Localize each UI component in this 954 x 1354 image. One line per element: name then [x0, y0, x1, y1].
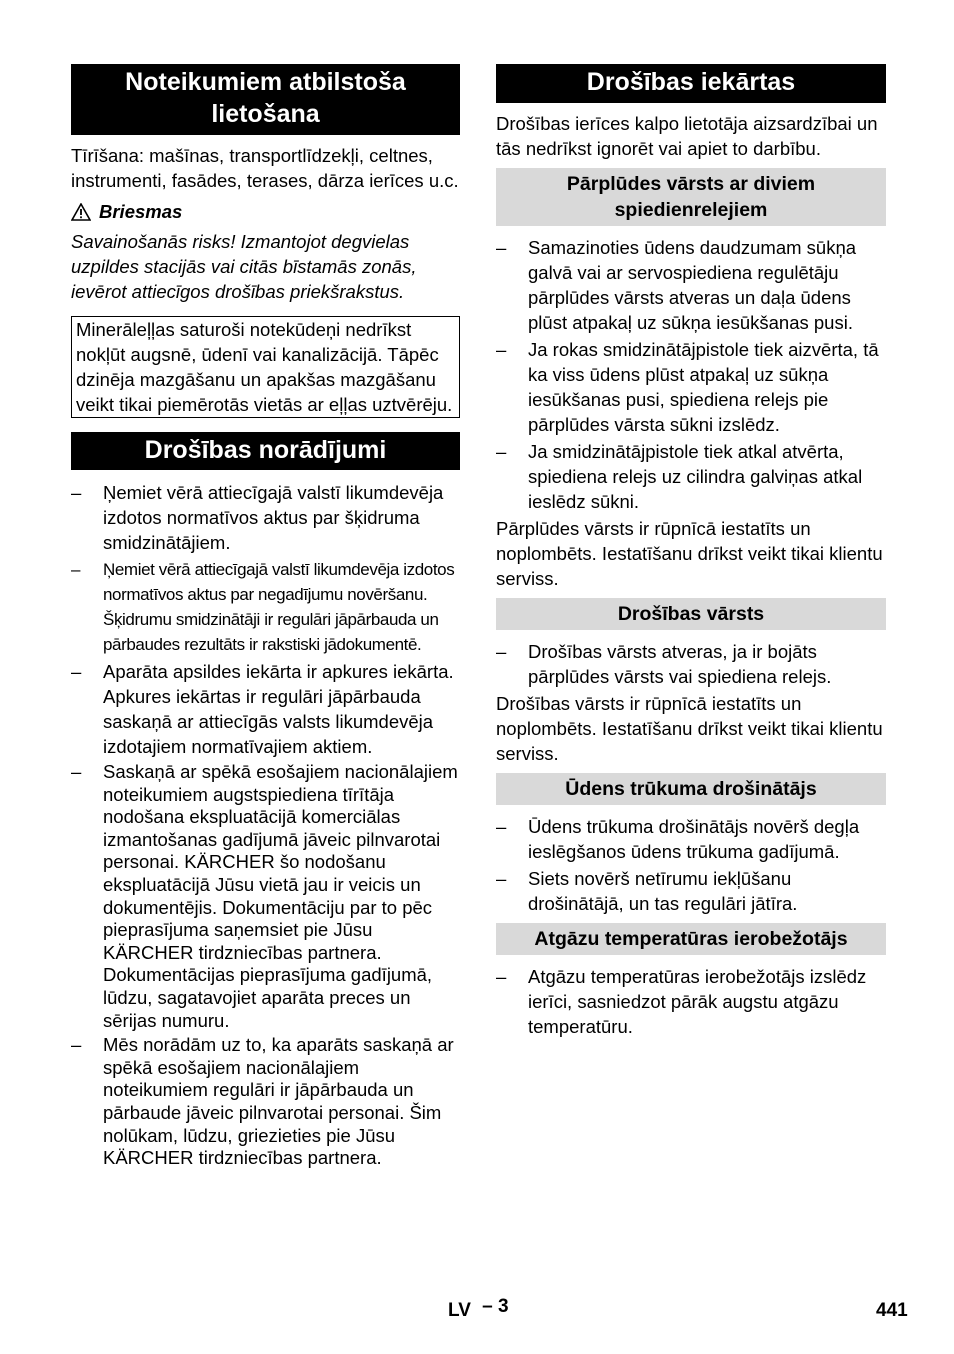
safety-valve-list	[496, 639, 886, 689]
list-item: – Drošības vārsts atveras, ja ir bojāts pārplūdes vārsts vai spiediena relejs.	[496, 639, 886, 689]
subheading-safety-valve: Drošības vārsts	[496, 598, 886, 630]
section-heading-safety-devices: Drošības iekārtas	[496, 64, 886, 103]
list-item: – Ņemiet vērā attiecīgajā valstī likumdevēja izdotos normatīvos aktus par negadījumu novēršanu. Šķidrumu smidzinātāji ir regulāri jāpārbauda un pārbaudes rezultāts ir rakstiski jādokumentē.	[71, 557, 460, 657]
list-item: – Aparāta apsildes iekārta ir apkures iekārta. Apkures iekārtas ir regulāri jāpārbauda saskaņā ar attiecīgās valsts likumdevēja izdotajiem normatīvajiem aktiem.	[71, 659, 460, 759]
list-item: – Ja smidzinātājpistole tiek atkal atvērta, spiediena relejs uz cilindra galviņas atkal ieslēdz sūkni.	[496, 439, 886, 514]
page-number: 441	[876, 1300, 908, 1321]
warning-triangle-icon	[71, 203, 91, 221]
list-item: – Mēs norādām uz to, ka aparāts saskaņā ar spēkā esošajiem nacionālajiem noteikumiem regulāri ir jāpārbauda un pārbaude jāveic pilnvarotai personai. Šim nolūkam, lūdzu, griezieties pie Jūsu KÄRCHER tirdzniecības partnera.	[71, 1034, 460, 1170]
danger-text: Savainošanās risks! Izmantojot degvielas uzpildes stacijās vai citās bīstamās zonās, ievērot attiecīgos drošības priekšrakstus.	[71, 231, 417, 302]
footer-lang-code: LV	[448, 1300, 471, 1321]
right-column	[496, 64, 886, 1041]
left-column	[71, 64, 460, 1172]
exhaust-temperature-list	[496, 964, 886, 1039]
list-item: – Ņemiet vērā attiecīgajā valstī likumdevēja izdotos normatīvos aktus par šķidruma smidzinātājiem.	[71, 480, 460, 555]
footer-language	[448, 1296, 509, 1322]
list-item: – Saskaņā ar spēkā esošajiem nacionālajiem noteikumiem augstspiediena tīrītāja nodošana ekspluatācijā komerciālas izmantošanas gadījumā jāveic pilnvarotai personai. KÄRCHER šo nodošanu ekspluatācijā Jūsu vietā jau ir veicis un dokumentējis. Dokumentāciju par to pēc pieprasījuma saņemsiet pie Jūsu KÄRCHER tirdzniecības partnera. Dokumentācijas pieprasījuma gadījumā, lūdzu, sagatavojiet aparāta preces un sērijas numuru.	[71, 761, 460, 1032]
list-item: – Atgāzu temperatūras ierobežotājs izslēdz ierīci, sasniedzot pārāk augstu atgāzu temperatūru.	[496, 964, 886, 1039]
section-heading-intended-use: Noteikumiem atbilstoša lietošana	[71, 64, 460, 135]
safety-instructions-list	[71, 480, 460, 1170]
intro-paragraph: Tīrīšana: mašīnas, transportlīdzekļi, celtnes, instrumenti, fasādes, terases, dārza ierīces u.c.	[71, 145, 459, 191]
danger-label: Briesmas	[99, 201, 183, 222]
water-shortage-list	[496, 814, 886, 916]
danger-title	[71, 199, 460, 224]
overflow-valve-list	[496, 235, 886, 514]
environment-note-text: Minerāleļļas saturoši notekūdeņi nedrīkst nokļūt augsnē, ūdenī vai kanalizācijā. Tāpēc dzinēja mazgāšanu un apakšas mazgāšanu veikt tikai piemērotās vietās ar eļļas uztvērēju.	[76, 319, 453, 415]
environment-note-box	[71, 316, 460, 418]
safety-devices-intro: Drošības ierīces kalpo lietotāja aizsardzībai un tās nedrīkst ignorēt vai apiet to darbību.	[496, 113, 878, 159]
subheading-exhaust-temperature: Atgāzu temperatūras ierobežotājs	[496, 923, 886, 955]
list-item: – Ūdens trūkuma drošinātājs novērš degļa ieslēgšanos ūdens trūkuma gadījumā.	[496, 814, 886, 864]
footer-section-number: – 3	[482, 1296, 509, 1317]
list-item: – Samazinoties ūdens daudzumam sūkņa galvā vai ar servospiediena regulētāju pārplūdes vārsts atveras un daļa ūdens plūst atpakaļ uz sūkņa iesūkšanas pusi.	[496, 235, 886, 335]
safety-valve-note: Drošības vārsts ir rūpnīcā iestatīts un noplombēts. Iestatīšanu drīkst veikt tikai klientu serviss.	[496, 693, 883, 764]
subheading-overflow-valve: Pārplūdes vārsts ar diviem spiedienrelejiem	[496, 168, 886, 226]
list-item: – Ja rokas smidzinātājpistole tiek aizvērta, tā ka viss ūdens plūst atpakaļ uz sūkņa iesūkšanas pusi, spiediena relejs pie pārplūdes vārsta sūkni izslēdz.	[496, 337, 886, 437]
overflow-valve-note: Pārplūdes vārsts ir rūpnīcā iestatīts un noplombēts. Iestatīšanu drīkst veikt tikai klientu serviss.	[496, 518, 883, 589]
subheading-water-shortage: Ūdens trūkuma drošinātājs	[496, 773, 886, 805]
list-item: – Siets novērš netīrumu iekļūšanu drošinātājā, un tas regulāri jātīra.	[496, 866, 886, 916]
section-heading-safety-instructions: Drošības norādījumi	[71, 432, 460, 470]
